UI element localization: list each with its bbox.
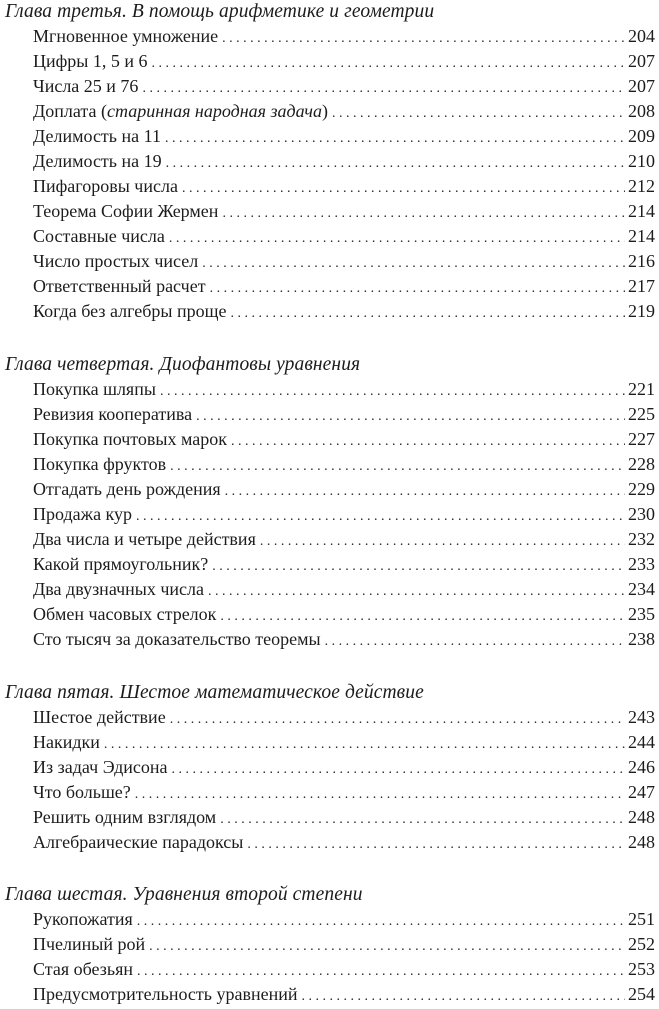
dot-leader [220, 807, 625, 832]
entry-title [33, 24, 218, 49]
entry-title [33, 74, 138, 99]
entry-title [33, 907, 133, 932]
entry-title-text: Какой прямоугольник? [33, 554, 209, 574]
toc-entry[interactable] [0, 299, 659, 324]
page-number: 207 [628, 51, 655, 71]
entry-title [33, 957, 133, 982]
toc-entry[interactable] [0, 402, 659, 427]
entry-list [0, 705, 659, 855]
entry-title-text: Когда без алгебры проще [33, 301, 227, 321]
entry-list [0, 377, 659, 652]
entry-title-text: Обмен часовых стрелок [33, 604, 217, 624]
entry-title-text: Доплата ( [33, 101, 107, 121]
entry-title-text: Два числа и четыре действия [33, 529, 256, 549]
toc-entry[interactable] [0, 730, 659, 755]
page-number: 243 [628, 707, 655, 727]
entry-title [33, 299, 226, 324]
entry-title [33, 174, 178, 199]
entry-title [33, 402, 192, 427]
chapter-section [0, 353, 659, 652]
dot-leader [210, 276, 625, 301]
chapter-section [0, 0, 659, 324]
entry-title-text: Накидки [33, 732, 100, 752]
entry-title [33, 199, 218, 224]
toc-entry[interactable] [0, 74, 659, 99]
entry-title-text: Мгновенное умножение [33, 26, 219, 46]
page-number: 214 [628, 226, 655, 246]
chapter-section [0, 883, 659, 1007]
entry-title [33, 452, 166, 477]
page-number: 227 [628, 429, 655, 449]
entry-title-text: Алгебраические парадоксы [33, 832, 244, 852]
page-number: 221 [628, 379, 655, 399]
toc-entry[interactable] [0, 99, 659, 124]
page-number: 248 [628, 832, 655, 852]
toc-entry[interactable] [0, 452, 659, 477]
dot-leader [196, 404, 625, 429]
page-number: 204 [628, 26, 655, 46]
page-number: 230 [628, 504, 655, 524]
dot-leader [170, 454, 625, 479]
entry-title-text: Стая обезьян [33, 959, 133, 979]
entry-title-text: Покупка почтовых марок [33, 429, 228, 449]
page-number: 208 [628, 101, 655, 121]
entry-title [33, 477, 221, 502]
entry-title [33, 982, 297, 1007]
dot-leader [247, 832, 625, 857]
toc-entry[interactable] [0, 627, 659, 652]
dot-leader [301, 984, 625, 1009]
entry-title [33, 755, 168, 780]
chapter-heading: Глава четвертая. Диофантовы уравнения [5, 354, 361, 375]
chapter-heading: Глава пятая. Шестое математическое действие [5, 682, 424, 703]
entry-title-text: Рукопожатия [33, 909, 133, 929]
page-number: 253 [628, 959, 655, 979]
toc-entry[interactable] [0, 49, 659, 74]
dot-leader [212, 554, 625, 579]
page-number: 228 [628, 454, 655, 474]
entry-list [0, 24, 659, 324]
entry-title-text: Предусмотрительность уравнений [33, 984, 298, 1004]
entry-title-text: Продажа кур [33, 504, 133, 524]
toc-entry[interactable] [0, 174, 659, 199]
entry-title [33, 705, 166, 730]
chapter-section [0, 681, 659, 855]
page-number: 247 [628, 782, 655, 802]
page-number: 217 [628, 276, 655, 296]
chapter-heading: Глава третья. В помощь арифметике и геометрии [5, 1, 435, 22]
dot-leader [208, 579, 625, 604]
dot-leader [260, 529, 625, 554]
entry-title-text: Делимость на 19 [33, 151, 162, 171]
entry-title [33, 99, 328, 124]
entry-title [33, 805, 216, 830]
entry-title-text: Отгадать день рождения [33, 479, 221, 499]
toc-entry[interactable] [0, 249, 659, 274]
toc-entry[interactable] [0, 427, 659, 452]
toc-entry[interactable] [0, 577, 659, 602]
toc-entry[interactable] [0, 199, 659, 224]
toc-entry[interactable] [0, 24, 659, 49]
dot-leader [225, 479, 625, 504]
toc-entry[interactable] [0, 805, 659, 830]
entry-title-text: Покупка фруктов [33, 454, 167, 474]
toc-entry[interactable] [0, 124, 659, 149]
entry-title [33, 577, 204, 602]
entry-title [33, 124, 161, 149]
dot-leader [230, 301, 625, 326]
toc-entry[interactable] [0, 527, 659, 552]
page-number: 234 [628, 579, 655, 599]
page-number: 229 [628, 479, 655, 499]
page-number: 246 [628, 757, 655, 777]
dot-leader [137, 909, 625, 934]
entry-title-text: Ревизия кооператива [33, 404, 193, 424]
entry-title-text: Два двузначных числа [33, 579, 205, 599]
entry-title-text: Шестое действие [33, 707, 166, 727]
dot-leader [136, 504, 625, 529]
entry-title [33, 249, 198, 274]
entry-title-text: Решить одним взглядом [33, 807, 217, 827]
toc-entry[interactable] [0, 274, 659, 299]
entry-title [33, 377, 156, 402]
entry-title-text: Теорема Софии Жермен [33, 201, 219, 221]
entry-title-text: Числа 25 и 76 [33, 76, 139, 96]
page-number: 207 [628, 76, 655, 96]
entry-title-text: Пифагоровы числа [33, 176, 178, 196]
page-number: 212 [628, 176, 655, 196]
entry-title-italic: старинная народная задача [107, 101, 323, 121]
dot-leader [325, 629, 625, 654]
entry-title [33, 552, 208, 577]
toc-entry[interactable] [0, 477, 659, 502]
dot-leader [170, 707, 625, 732]
entry-list [0, 907, 659, 1007]
toc-entry[interactable] [0, 149, 659, 174]
toc-entry[interactable] [0, 552, 659, 577]
dot-leader [165, 126, 625, 151]
entry-title [33, 224, 165, 249]
entry-title-text: Число простых чисел [33, 251, 199, 271]
dot-leader [222, 26, 625, 51]
page-number: 209 [628, 126, 655, 146]
entry-title-end: ) [322, 101, 329, 121]
entry-title [33, 527, 256, 552]
page-number: 235 [628, 604, 655, 624]
entry-title-text: Составные числа [33, 226, 165, 246]
page-number: 232 [628, 529, 655, 549]
entry-title-text: Ответственный расчет [33, 276, 206, 296]
dot-leader [172, 757, 625, 782]
entry-title [33, 149, 162, 174]
entry-title-text: Делимость на 11 [33, 126, 161, 146]
page-number: 244 [628, 732, 655, 752]
entry-title [33, 274, 206, 299]
dot-leader [104, 732, 625, 757]
entry-title-text: Из задач Эдисона [33, 757, 168, 777]
toc-entry[interactable] [0, 755, 659, 780]
dot-leader [220, 604, 625, 629]
entry-title [33, 932, 145, 957]
page-number: 251 [628, 909, 655, 929]
page-number: 248 [628, 807, 655, 827]
dot-leader [166, 151, 625, 176]
toc-entry[interactable] [0, 830, 659, 855]
dot-leader [222, 201, 625, 226]
entry-title [33, 627, 321, 652]
dot-leader [169, 226, 625, 251]
dot-leader [231, 429, 625, 454]
dot-leader [332, 101, 625, 126]
entry-title [33, 730, 100, 755]
toc-entry[interactable] [0, 377, 659, 402]
page-number: 216 [628, 251, 655, 271]
page-number: 238 [628, 629, 655, 649]
dot-leader [182, 176, 625, 201]
toc-entry[interactable] [0, 780, 659, 805]
toc-entry[interactable] [0, 932, 659, 957]
dot-leader [149, 934, 625, 959]
page-number: 210 [628, 151, 655, 171]
toc-entry[interactable] [0, 907, 659, 932]
entry-title-text: Цифры 1, 5 и 6 [33, 51, 148, 71]
entry-title [33, 602, 216, 627]
entry-title [33, 49, 148, 74]
entry-title [33, 830, 243, 855]
page-number: 252 [628, 934, 655, 954]
chapter-heading: Глава шестая. Уравнения второй степени [5, 884, 363, 905]
dot-leader [137, 959, 625, 984]
dot-leader [135, 782, 625, 807]
toc-entry[interactable] [0, 224, 659, 249]
toc-entry[interactable] [0, 982, 659, 1007]
dot-leader [152, 51, 625, 76]
entry-title-text: Покупка шляпы [33, 379, 156, 399]
toc-entry[interactable] [0, 957, 659, 982]
toc-entry[interactable] [0, 705, 659, 730]
entry-title [33, 427, 227, 452]
toc-entry[interactable] [0, 502, 659, 527]
page-number: 214 [628, 201, 655, 221]
entry-title-text: Что больше? [33, 782, 131, 802]
dot-leader [202, 251, 625, 276]
page-number: 219 [628, 301, 655, 321]
entry-title [33, 502, 132, 527]
page-number: 233 [628, 554, 655, 574]
toc-entry[interactable] [0, 602, 659, 627]
page-number: 254 [628, 984, 655, 1004]
page-number: 225 [628, 404, 655, 424]
dot-leader [160, 379, 625, 404]
entry-title-text: Сто тысяч за доказательство теоремы [33, 629, 321, 649]
entry-title-text: Пчелиный рой [33, 934, 146, 954]
dot-leader [142, 76, 625, 101]
entry-title [33, 780, 131, 805]
